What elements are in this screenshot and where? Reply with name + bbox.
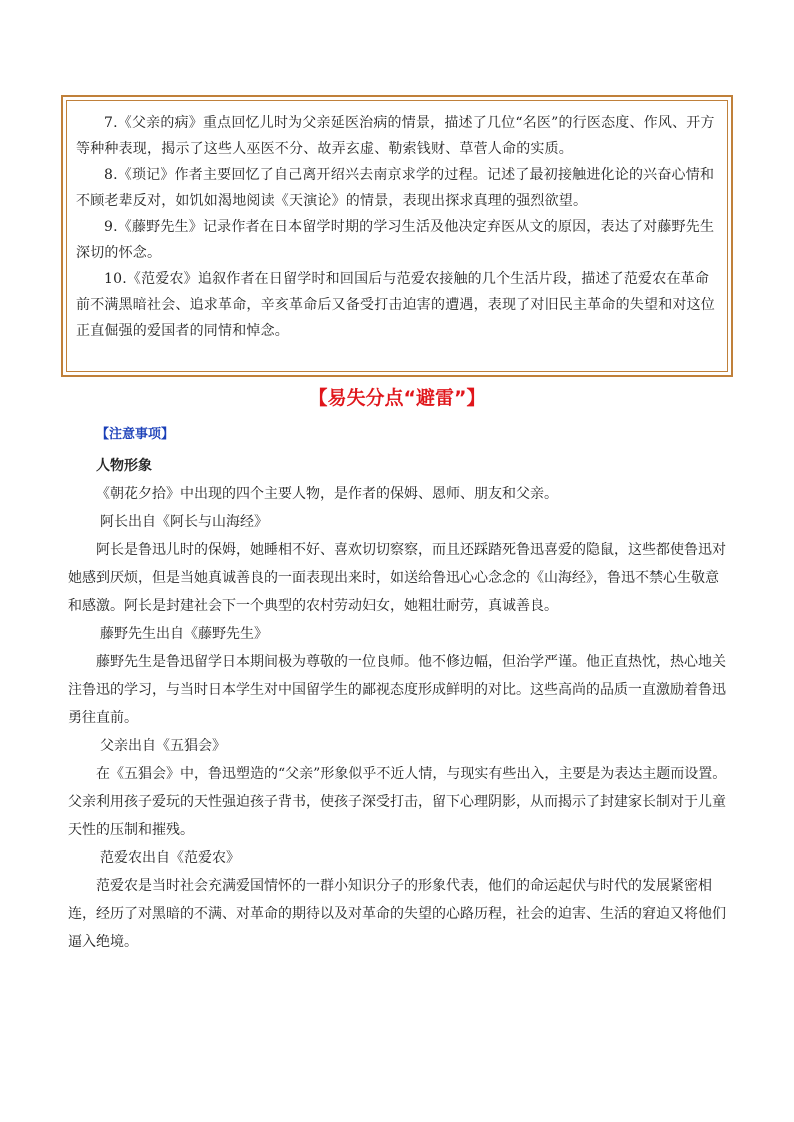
character-description: 在《五猖会》中，鲁迅塑造的“父亲”形象似乎不近人情，与现实有些出入，主要是为表达主题而设置。父亲利用孩子爱玩的天性强迫孩子背书，使孩子深受打击，留下心理阴影，从而揭示了封建家长制对于儿童天性的压制和摧残。 xyxy=(68,766,727,838)
character-description: 阿长是鲁迅儿时的保姆，她睡相不好、喜欢切切察察，而且还踩踏死鲁迅喜爱的隐鼠，这些都使鲁迅对她感到厌烦，但是当她真诚善良的一面表现出来时，如送给鲁迅心心念念的《山海经》，鲁迅不禁心生敬意和感激。阿长是封建社会下一个典型的农村劳动妇女，她粗壮耐劳，真诚善良。 xyxy=(68,542,726,614)
main-content xyxy=(68,452,728,956)
character-source: 阿长出自《阿长与山海经》 xyxy=(100,514,268,530)
summary-box-inner xyxy=(66,100,728,372)
character-description: 范爱农是当时社会充满爱国情怀的一群小知识分子的形象代表，他们的命运起伏与时代的发展紧密相连，经历了对黑暗的不满、对革命的期待以及对革命的失望的心路历程，社会的迫害、生活的窘迫又将他们逼入绝境。 xyxy=(68,878,726,950)
character-description: 藤野先生是鲁迅留学日本期间极为尊敬的一位良师。他不修边幅，但治学严谨。他正直热忱，热心地关注鲁迅的学习，与当时日本学生对中国留学生的鄙视态度形成鲜明的对比。这些高尚的品质一直激励着鲁迅勇往直前。 xyxy=(68,654,726,726)
summary-box xyxy=(61,95,733,377)
summary-item-10: 10.《范爱农》追叙作者在日留学时和回国后与范爱农接触的几个生活片段，描述了范爱农在革命前不满黑暗社会、追求革命，辛亥革命后又备受打击迫害的遭遇，表现了对旧民主革命的失望和对这位正直倔强的爱国者的同情和悼念。 xyxy=(76,271,715,339)
character-source: 父亲出自《五猖会》 xyxy=(100,738,226,754)
summary-item-8: 8.《琐记》作者主要回忆了自己离开绍兴去南京求学的过程。记述了最初接触进化论的兴奋心情和不顾老辈反对，如饥如渴地阅读《天演论》的情景，表现出探求真理的强烈欲望。 xyxy=(76,167,715,209)
summary-item-7: 7.《父亲的病》重点回忆儿时为父亲延医治病的情景，描述了几位“名医”的行医态度、作风、开方等种种表现，揭示了这些人巫医不分、故弄玄虚、勒索钱财、草菅人命的实质。 xyxy=(76,115,715,157)
character-source: 藤野先生出自《藤野先生》 xyxy=(100,626,268,642)
content-intro: 《朝花夕拾》中出现的四个主要人物，是作者的保姆、恩师、朋友和父亲。 xyxy=(96,486,558,502)
notice-label: 【注意事项】 xyxy=(96,427,175,442)
section-title: 【易失分点“避雷”】 xyxy=(308,387,486,409)
content-heading: 人物形象 xyxy=(96,458,152,474)
character-source: 范爱农出自《范爱农》 xyxy=(100,850,240,866)
summary-item-9: 9.《藤野先生》记录作者在日本留学时期的学习生活及他决定弃医从文的原因，表达了对藤野先生深切的怀念。 xyxy=(76,219,715,261)
